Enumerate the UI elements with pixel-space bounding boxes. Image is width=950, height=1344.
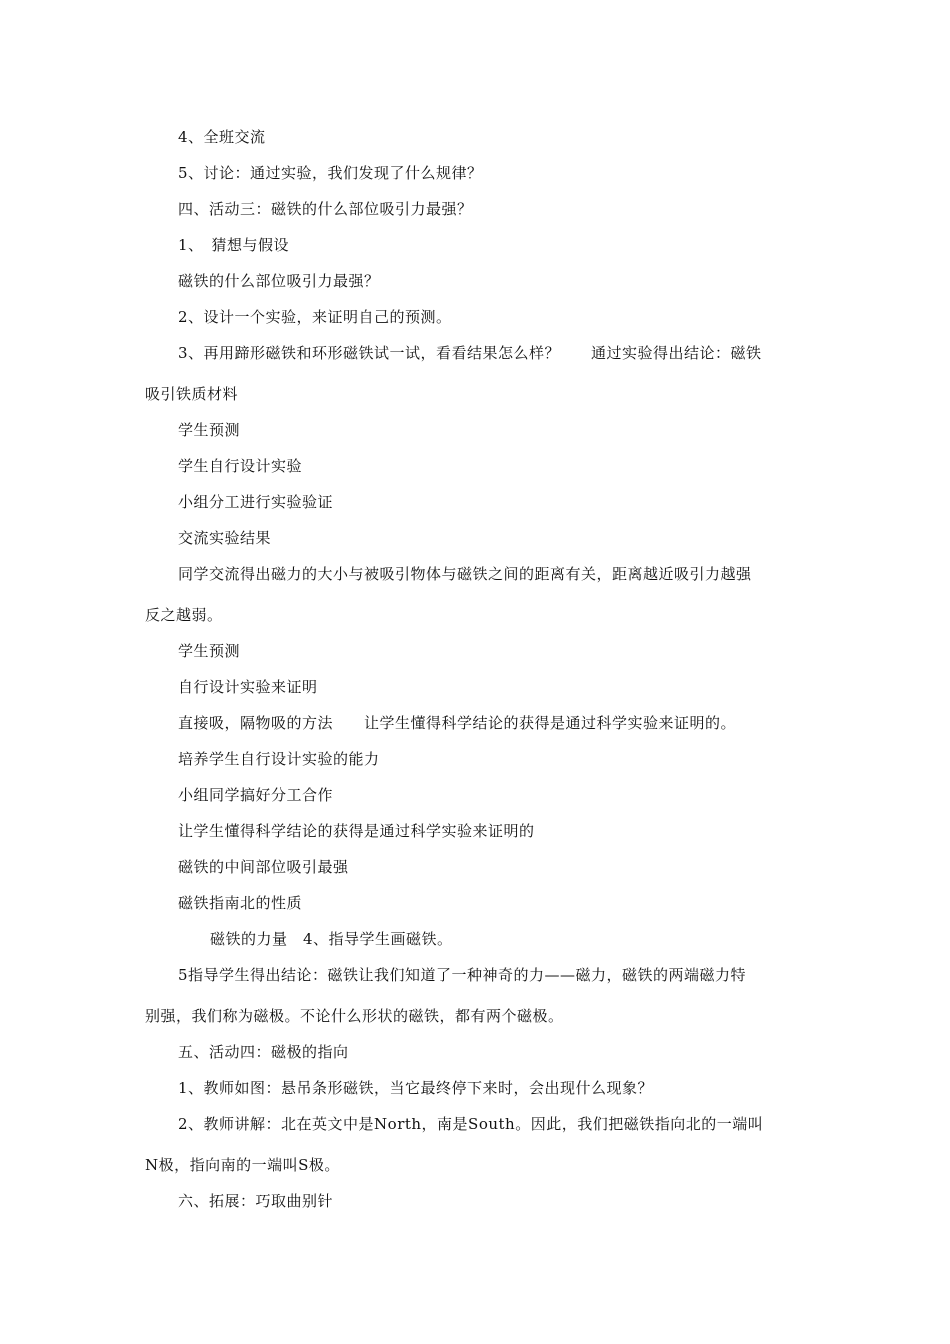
text-line: 小组分工进行实验验证 [178,493,334,511]
text-line: 5指导学生得出结论：磁铁让我们知道了一种神奇的力——磁力，磁铁的两端磁力特 [178,966,747,984]
text-line: 2、教师讲解：北在英文中是North，南是South。因此，我们把磁铁指向北的一端叫 [178,1115,764,1133]
text-line: 学生自行设计实验 [178,457,303,475]
text-line: N极，指向南的一端叫S极。 [145,1156,340,1174]
text-line: 小组同学搞好分工合作 [178,786,334,804]
text-line: 自行设计实验来证明 [178,678,318,696]
text-line: 1、 猜想与假设 [178,236,290,254]
text-line: 直接吸，隔物吸的方法 让学生懂得科学结论的获得是通过科学实验来证明的。 [178,714,737,732]
text-line: 磁铁指南北的性质 [178,894,303,912]
text-line: 让学生懂得科学结论的获得是通过科学实验来证明的 [178,822,535,840]
text-line: 3、再用蹄形磁铁和环形磁铁试一试，看看结果怎么样？ 通过实验得出结论：磁铁 [178,344,762,362]
text-line: 1、教师如图：悬吊条形磁铁，当它最终停下来时，会出现什么现象？ [178,1079,654,1097]
text-line: 磁铁的中间部位吸引最强 [178,858,349,876]
text-line: 4、全班交流 [178,128,266,146]
text-line: 吸引铁质材料 [145,385,239,403]
text-line: 培养学生自行设计实验的能力 [178,750,380,768]
text-line: 交流实验结果 [178,529,272,547]
text-line: 学生预测 [178,642,241,660]
text-line: 同学交流得出磁力的大小与被吸引物体与磁铁之间的距离有关，距离越近吸引力越强 [178,565,752,583]
text-line: 学生预测 [178,421,241,439]
text-line: 5、讨论：通过实验，我们发现了什么规律？ [178,164,483,182]
section-heading: 四、活动三：磁铁的什么部位吸引力最强？ [178,200,473,218]
section-heading: 六、拓展：巧取曲别针 [178,1192,334,1210]
text-line: 磁铁的力量 4、指导学生画磁铁。 [210,930,453,948]
section-heading: 五、活动四：磁极的指向 [178,1043,349,1061]
text-line: 别强，我们称为磁极。不论什么形状的磁铁，都有两个磁极。 [145,1007,564,1025]
text-line: 磁铁的什么部位吸引力最强？ [178,272,380,290]
text-line: 反之越弱。 [145,606,223,624]
text-line: 2、设计一个实验，来证明自己的预测。 [178,308,452,326]
